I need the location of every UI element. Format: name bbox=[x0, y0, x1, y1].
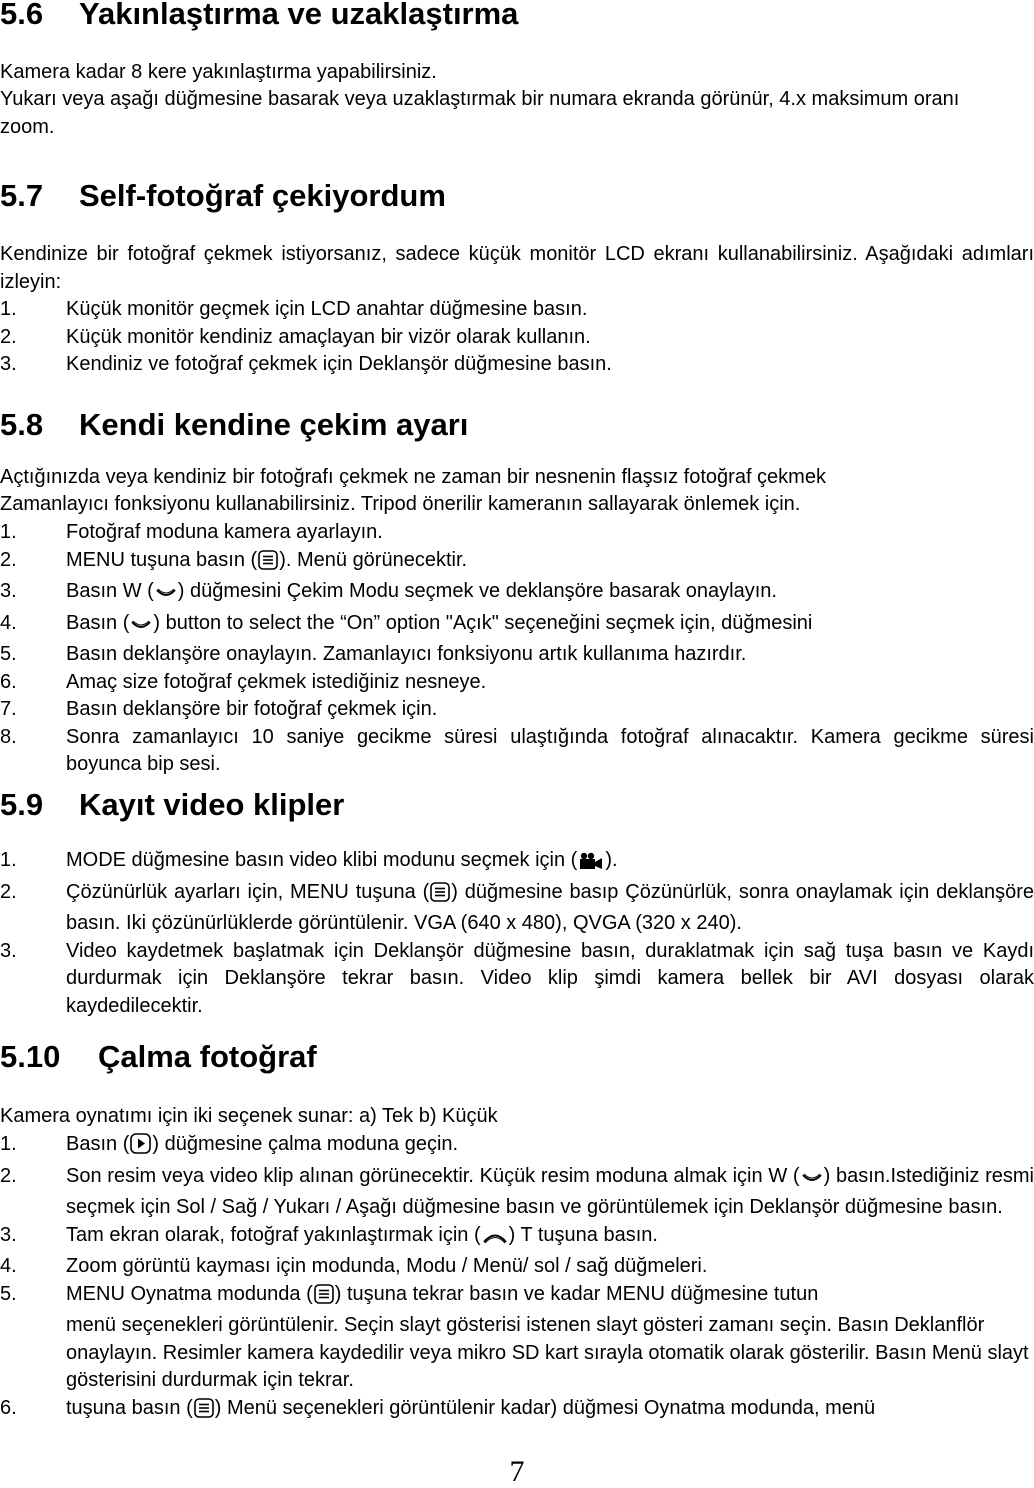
text-segment: Basın ( bbox=[66, 1133, 130, 1155]
item-text bbox=[66, 879, 1034, 938]
text-segment: tuşuna basın ( bbox=[66, 1396, 193, 1419]
list-item bbox=[0, 578, 1034, 610]
text-segment: ) T tuşuna basın. bbox=[508, 1223, 658, 1246]
heading-5-7 bbox=[0, 177, 446, 215]
heading-5-9 bbox=[0, 786, 344, 824]
item-number: 6. bbox=[0, 1396, 17, 1419]
menu-icon bbox=[258, 550, 278, 579]
text-segment: ) basın.Istediğiniz resmi seçmek için Sol / Sağ / Yukarı / Aşağı düğmesine basın ve görüntülemek için Deklanşör düğmesine basın. bbox=[66, 1164, 1034, 1218]
menu-icon bbox=[314, 1284, 334, 1313]
list-item bbox=[0, 519, 1034, 547]
heading-number: 5.7 bbox=[0, 178, 44, 213]
paragraph: Yukarı veya aşağı düğmesine basarak veya uzaklaştırmak bir numara ekranda görünür, 4.x maksimum oranı zoom. bbox=[0, 88, 960, 138]
video-camera-icon bbox=[578, 851, 604, 879]
item-number: 1. bbox=[0, 849, 17, 871]
text-segment: ) düğmesini Çekim Modu seçmek ve deklanşöre basarak onaylayın. bbox=[177, 580, 777, 602]
text-segment: Çözünürlük ayarları için, MENU tuşuna ( bbox=[66, 880, 430, 903]
text-segment: Basın ( bbox=[66, 611, 130, 634]
list-item bbox=[0, 1163, 1034, 1222]
item-number: 8. bbox=[0, 725, 17, 748]
list-item bbox=[0, 1395, 1034, 1427]
menu-icon bbox=[194, 1398, 214, 1427]
item-text: Fotoğraf moduna kamera ayarlayın. bbox=[66, 521, 383, 543]
item-text: Küçük monitör kendiniz amaçlayan bir vizör olarak kullanın. bbox=[66, 325, 591, 348]
item-number: 5. bbox=[0, 1282, 17, 1305]
down-chevron-icon bbox=[155, 582, 177, 610]
numbered-list bbox=[0, 519, 1034, 779]
list-item bbox=[0, 547, 1034, 579]
text-segment: ) düğmesine çalma moduna geçin. bbox=[152, 1133, 459, 1155]
text-segment: ) button to select the “On” option "Açık" seçeneğini seçmek için, düğmesini bbox=[153, 611, 813, 634]
item-text bbox=[66, 1163, 1034, 1222]
list-item bbox=[0, 669, 1034, 697]
item-text bbox=[66, 1222, 1034, 1254]
list-item bbox=[0, 641, 1034, 669]
list-item bbox=[0, 696, 1034, 724]
item-text: Basın deklanşöre bir fotoğraf çekmek için. bbox=[66, 698, 438, 720]
text-segment: ). bbox=[605, 849, 618, 871]
heading-title: Çalma fotoğraf bbox=[98, 1039, 317, 1074]
item-number: 1. bbox=[0, 1133, 17, 1155]
play-icon bbox=[130, 1133, 151, 1163]
down-chevron-icon bbox=[801, 1167, 823, 1195]
item-text bbox=[66, 610, 1034, 642]
item-text: Kendiniz ve fotoğraf çekmek için Deklanşör düğmesine basın. bbox=[66, 353, 612, 375]
heading-title: Kendi kendine çekim ayarı bbox=[79, 407, 469, 442]
numbered-list bbox=[0, 1131, 1034, 1426]
list-item bbox=[0, 1253, 1034, 1281]
heading-title: Self-fotoğraf çekiyordum bbox=[79, 178, 446, 213]
heading-number: 5.10 bbox=[0, 1039, 61, 1074]
text-segment: ) Menü seçenekleri görüntülenir kadar) düğmesi Oynatma modunda, menü bbox=[214, 1396, 876, 1419]
heading-title: Kayıt video klipler bbox=[79, 787, 345, 822]
paragraph: Zamanlayıcı fonksiyonu kullanabilirsiniz. Tripod önerilir kameranın sallayarak önlemek için. bbox=[0, 493, 801, 515]
list-item bbox=[0, 1281, 1034, 1395]
list-item bbox=[0, 610, 1034, 642]
item-number: 1. bbox=[0, 298, 17, 320]
item-text: Video kaydetmek başlatmak için Deklanşör düğmesine basın, duraklatmak için sağ tuşa basın ve Kaydı durdurmak için Deklanşöre tekrar basın. Video klip şimdi kamera bellek bir AVI dosyası olarak kaydedilecektir. bbox=[66, 939, 1034, 1017]
item-number: 2. bbox=[0, 325, 17, 348]
text-segment: ) tuşuna tekrar basın ve kadar MENU düğmesine tutun bbox=[334, 1282, 819, 1305]
paragraph: Kamera oynatımı için iki seçenek sunar: a) Tek b) Küçük bbox=[0, 1105, 498, 1127]
text-segment: MODE düğmesine basın video klibi modunu seçmek için ( bbox=[66, 849, 578, 871]
text-segment: menü seçenekleri görüntülenir. Seçin slayt gösterisi istenen slayt gösteri zamanı seçin. Basın Deklanflör onaylayın. Resimler kamera kaydedilir veya mikro SD kart sırayla otomatik olarak gösterilir. Basın Menü slayt gösterisini durdurmak için tekrar. bbox=[66, 1314, 1029, 1391]
text-segment: Basın W ( bbox=[66, 580, 154, 602]
paragraph: Açtığınızda veya kendiniz bir fotoğrafı çekmek ne zaman bir nesnenin flaşsız fotoğraf çekmek bbox=[0, 466, 826, 488]
paragraph: Kendinize bir fotoğraf çekmek istiyorsanız, sadece küçük monitör LCD ekranı kullanabilirsiniz. Aşağıdaki adımları izleyin: bbox=[0, 243, 1034, 293]
list-item bbox=[0, 879, 1034, 938]
list-item bbox=[0, 847, 1034, 879]
heading-title: Yakınlaştırma ve uzaklaştırma bbox=[79, 0, 519, 31]
item-number: 2. bbox=[0, 1164, 17, 1187]
numbered-list bbox=[0, 847, 1034, 1020]
list-item bbox=[0, 296, 1034, 324]
item-number: 3. bbox=[0, 1223, 17, 1246]
item-number: 7. bbox=[0, 698, 17, 720]
item-number: 4. bbox=[0, 611, 17, 634]
item-number: 4. bbox=[0, 1255, 17, 1277]
list-item bbox=[0, 1222, 1034, 1254]
item-text: Basın deklanşöre onaylayın. Zamanlayıcı fonksiyonu artık kullanıma hazırdır. bbox=[66, 643, 747, 665]
item-text bbox=[66, 1281, 1034, 1395]
up-chevron-icon bbox=[482, 1226, 508, 1254]
down-chevron-icon bbox=[130, 614, 152, 642]
page-number: 7 bbox=[509, 1455, 525, 1488]
text-segment: MENU tuşuna basın ( bbox=[66, 548, 258, 571]
item-text bbox=[66, 1131, 1034, 1163]
heading-5-6 bbox=[0, 0, 518, 33]
heading-number: 5.9 bbox=[0, 787, 44, 822]
paragraph: Kamera kadar 8 kere yakınlaştırma yapabilirsiniz. bbox=[0, 61, 437, 83]
numbered-list bbox=[0, 296, 1034, 379]
item-number: 1. bbox=[0, 521, 17, 543]
heading-number: 5.6 bbox=[0, 0, 44, 31]
item-number: 6. bbox=[0, 670, 17, 693]
heading-5-8 bbox=[0, 406, 468, 444]
list-item bbox=[0, 351, 1034, 379]
list-item bbox=[0, 938, 1034, 1021]
heading-number: 5.8 bbox=[0, 407, 44, 442]
item-number: 3. bbox=[0, 353, 17, 375]
item-number: 3. bbox=[0, 580, 17, 602]
list-item bbox=[0, 324, 1034, 352]
text-segment: Son resim veya video klip alınan görünecektir. Küçük resim moduna almak için W ( bbox=[66, 1164, 800, 1187]
list-item bbox=[0, 1131, 1034, 1163]
menu-icon bbox=[430, 882, 450, 911]
item-number: 5. bbox=[0, 643, 17, 665]
item-text bbox=[66, 547, 1034, 579]
item-text bbox=[66, 847, 1034, 879]
text-segment: ) düğmesine basıp Çözünürlük, sonra onaylamak için deklanşöre basın. Iki çözünürlüklerde görüntülenir. VGA (640 x 480), QVGA (320 x 240). bbox=[66, 880, 1034, 934]
item-text: Zoom görüntü kayması için modunda, Modu / Menü/ sol / sağ düğmeleri. bbox=[66, 1255, 708, 1277]
text-segment: MENU Oynatma modunda ( bbox=[66, 1282, 313, 1305]
item-text: Küçük monitör geçmek için LCD anahtar düğmesine basın. bbox=[66, 298, 588, 320]
list-item bbox=[0, 724, 1034, 779]
item-text: Sonra zamanlayıcı 10 saniye gecikme süresi ulaştığında fotoğraf alınacaktır. Kamera gecikme süresi boyunca bip sesi. bbox=[66, 725, 1034, 775]
item-text bbox=[66, 1395, 1034, 1427]
item-number: 2. bbox=[0, 548, 17, 571]
item-number: 3. bbox=[0, 939, 17, 962]
item-text: Amaç size fotoğraf çekmek istediğiniz nesneye. bbox=[66, 670, 487, 693]
text-segment: Tam ekran olarak, fotoğraf yakınlaştırmak için ( bbox=[66, 1223, 481, 1246]
text-segment: ). Menü görünecektir. bbox=[279, 548, 468, 571]
item-number: 2. bbox=[0, 880, 17, 903]
heading-5-10 bbox=[0, 1038, 317, 1076]
item-text bbox=[66, 578, 1034, 610]
